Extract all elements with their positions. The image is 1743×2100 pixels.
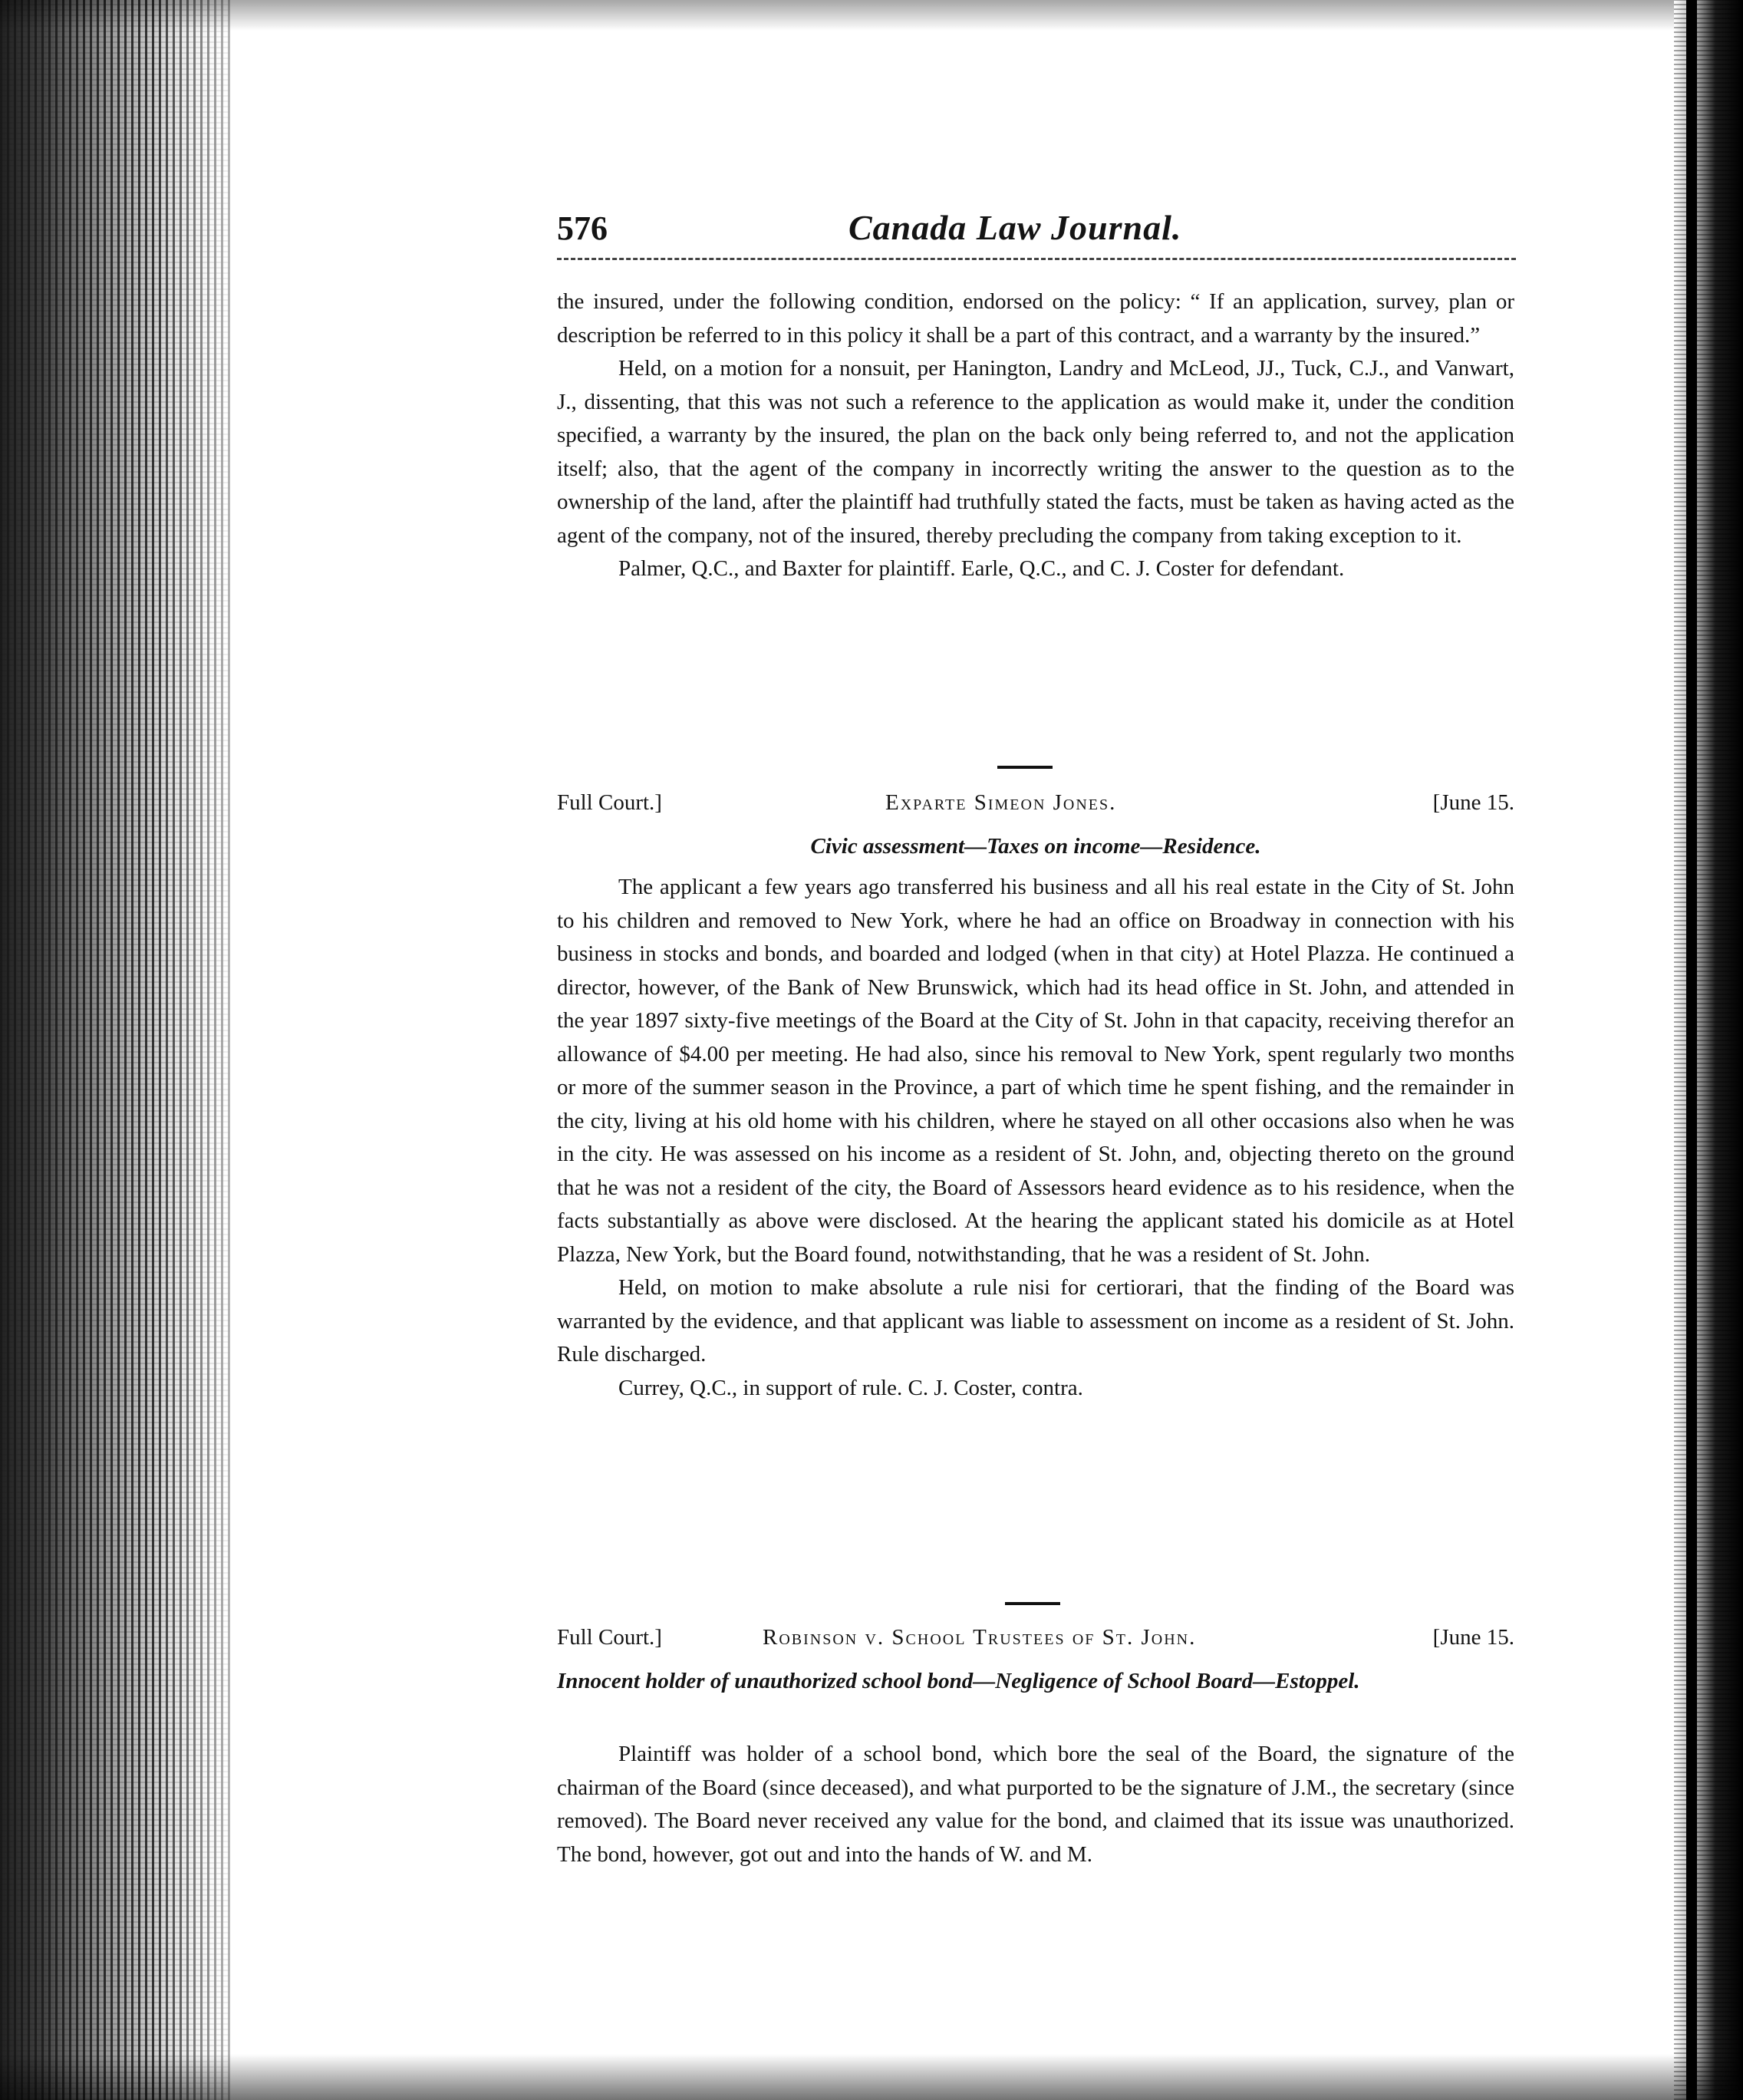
scan-right-band — [1686, 0, 1697, 2100]
paragraph-counsel: Palmer, Q.C., and Baxter for plaintiff. Earle, Q.C., and C. J. Coster for defendant. — [618, 556, 1345, 581]
paragraph-facts: Plaintiff was holder of a school bond, which bore the seal of the Board, the signature of the chairman of the Board (since deceased), and what purported to be the signature of J.M., the secretary (since removed). The Board never received any value for the bond, and claimed that its issue was unauthorized. The bond, however, got out and into the hands of W. and M. — [557, 1742, 1514, 1867]
previous-case-continuation — [557, 285, 1514, 586]
scan-bottom-shadow — [0, 2054, 1743, 2100]
paragraph-holding: Held, on motion to make absolute a rule nisi for certiorari, that the finding of the Board was warranted by the evidence, and that applicant was liable to assessment on income as a resident of St. John. Rule discharged. — [557, 1275, 1514, 1366]
paragraph-counsel: Currey, Q.C., in support of rule. C. J. Coster, contra. — [618, 1375, 1083, 1400]
case-name: Robinson v. School Trustees of St. John. — [763, 1625, 1197, 1650]
case-body — [557, 1738, 1514, 1871]
scan-top-shadow — [0, 0, 1743, 31]
case-separator — [1005, 1602, 1060, 1605]
paragraph: the insured, under the following condition, endorsed on the policy: “ If an application, survey, plan or description be referred to in this policy it shall be a part of this contract, and a warranty by the insured.” — [557, 289, 1514, 348]
case-heading — [557, 1625, 1514, 1659]
scan-edge-fade — [153, 0, 276, 2100]
case-date: [June 15. — [1432, 1625, 1514, 1650]
case-name: Exparte Simeon Jones. — [885, 790, 1117, 815]
court-label: Full Court.] — [557, 1625, 662, 1650]
paragraph-holding: Held, on a motion for a nonsuit, per Hanington, Landry and McLeod, JJ., Tuck, C.J., and Vanwart, J., dissenting, that this was not such a reference to the application as would make it, under the condition specified, a warranty by the insured, the plan on the back only being referred to, and not the application itself; also, that the agent of the company in incorrectly writing the answer to the question as to the ownership of the land, after the plaintiff had truthfully stated the facts, must be taken as having acted as the agent of the company, not of the insured, thereby precluding the company from taking exception to it. — [557, 356, 1514, 548]
case-separator — [997, 766, 1053, 769]
case-caption: Civic assessment—Taxes on income—Residence. — [810, 834, 1261, 859]
case-body — [557, 871, 1514, 1405]
page-number: 576 — [557, 209, 608, 247]
header-rule — [557, 258, 1516, 260]
running-head — [557, 209, 1516, 255]
paragraph-facts: The applicant a few years ago transferred his business and all his real estate in the City of St. John to his children and removed to New York, where he had an office on Broadway in connection with his business in stocks and bonds, and boarded and lodged (when in that city) at Hotel Plazza. He continued a director, however, of the Bank of New Brunswick, which had its head office in St. John, and attended in the year 1897 sixty-five meetings of the Board at the City of St. John in that capacity, receiving therefor an allowance of $4.00 per meeting. He had also, since his removal to New York, spent regularly two months or more of the summer season in the Province, a part of which time he spent fishing, and the remainder in the city, living at his old home with his children, where he stayed on all other occasions also when he was in the city. He was assessed on his income as a resident of St. John, and, objecting thereto on the ground that he was not a resident of the city, the Board of Assessors heard evidence as to his residence, when the facts substantially as above were disclosed. At the hearing the applicant stated his domicile as at Hotel Plazza, New York, but the Board found, notwithstanding, that he was a resident of St. John. — [557, 875, 1514, 1267]
case-heading — [557, 790, 1514, 824]
court-label: Full Court.] — [557, 790, 662, 815]
journal-title: Canada Law Journal. — [848, 208, 1182, 247]
scan-right-edge — [1674, 0, 1743, 2100]
case-caption: Innocent holder of unauthorized school bond—Negligence of School Board—Estoppel. — [557, 1669, 1360, 1693]
case-date: [June 15. — [1432, 790, 1514, 815]
